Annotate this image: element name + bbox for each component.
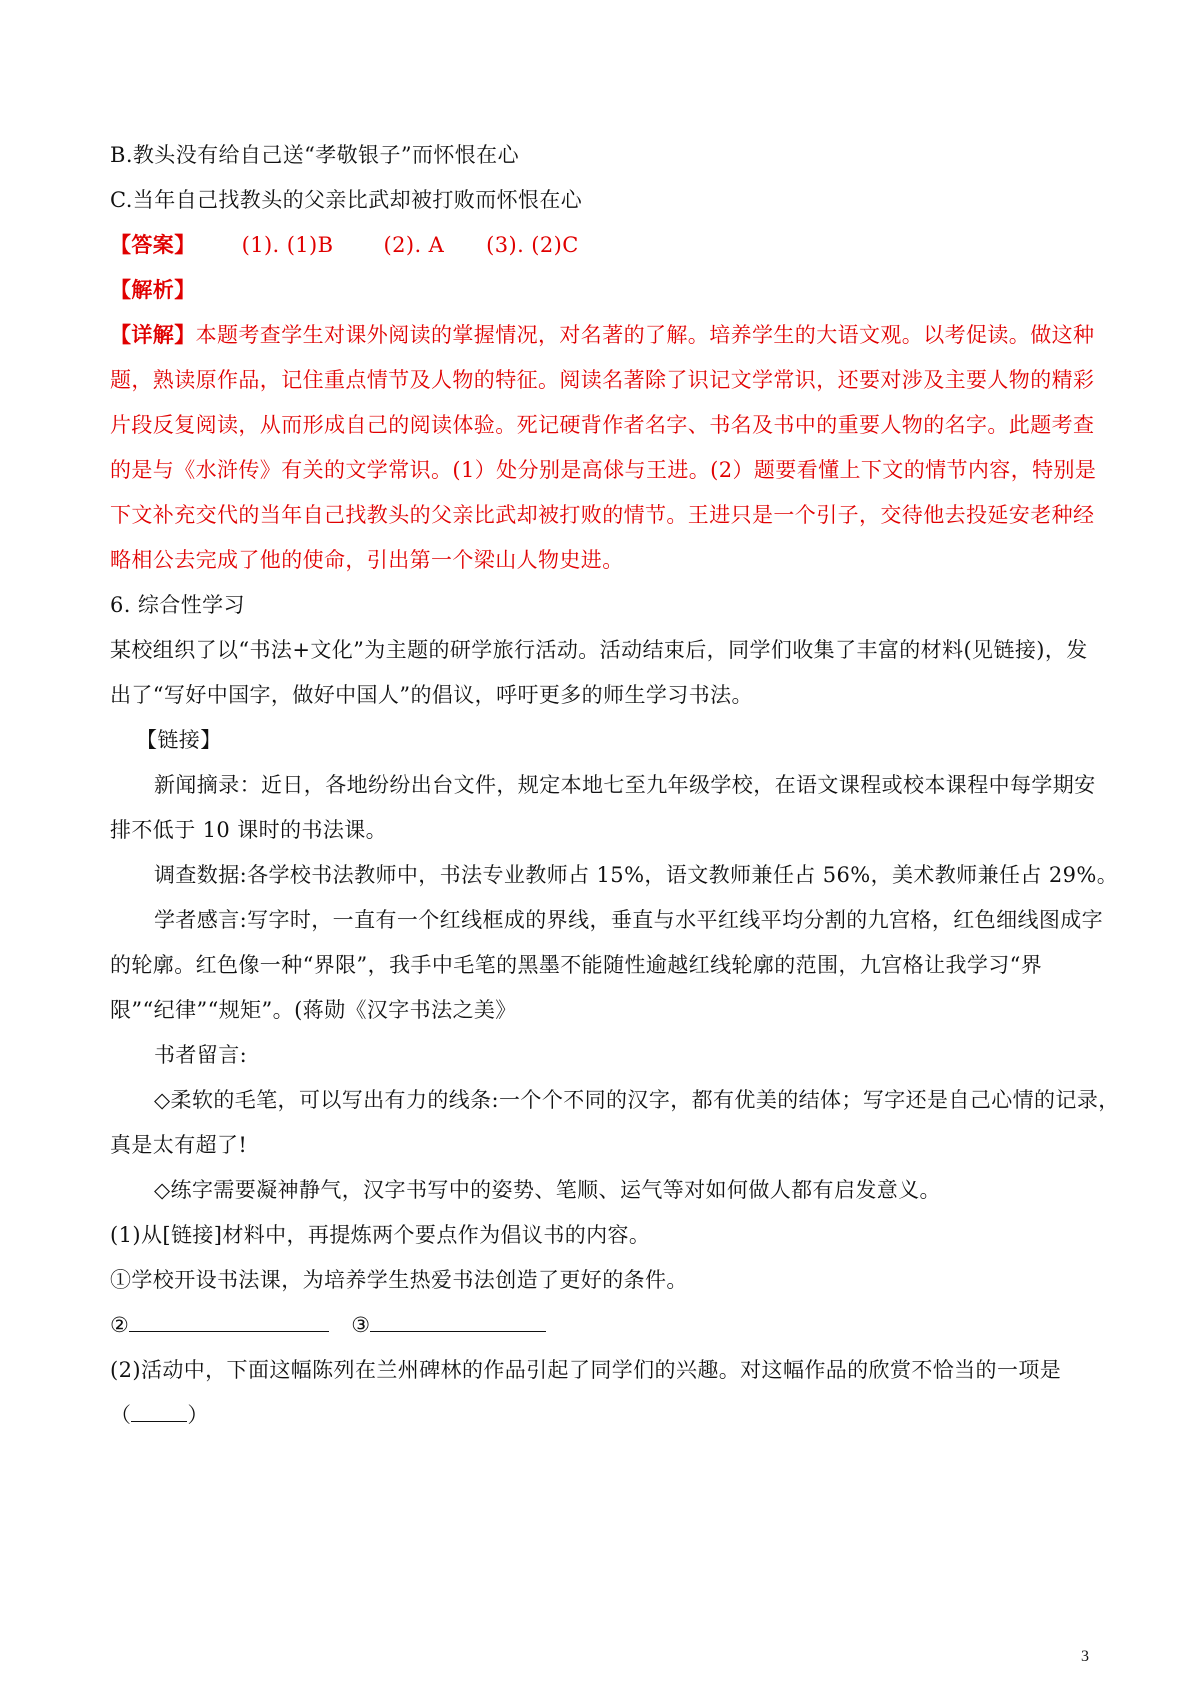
intro-line-2: 出了“写好中国字，做好中国人”的倡议，呼吁更多的师生学习书法。: [110, 683, 753, 707]
sub-question-1: (1)从[链接]材料中，再提炼两个要点作为倡议书的内容。: [110, 1223, 651, 1247]
scholar-line-1: 学者感言:写字时，一直有一个红线框成的界线，垂直与水平红线平均分割的九宫格，红色细线图成字: [154, 908, 1104, 932]
analysis-tag: 【解析】: [110, 277, 196, 302]
writer-2-line: ◇练字需要凝神静气，汉字书写中的姿势、笔顺、运气等对如何做人都有启发意义。: [154, 1178, 941, 1202]
sub-question-2-choice-line: [110, 1401, 209, 1429]
scholar-line-2: 的轮廓。红色像一种“界限”，我手中毛笔的黑墨不能随性逾越红线轮廓的范围，九宫格让我学习“界: [110, 953, 1043, 977]
answer-tag: 【答案】: [110, 232, 196, 257]
paren-open: （: [110, 1403, 132, 1427]
blank-answer-line: [110, 1311, 546, 1339]
option-b: B.教头没有给自己送“孝敬银子”而怀恨在心: [110, 143, 519, 167]
sub-question-1-point-1: ①学校开设书法课，为培养学生热爱书法创造了更好的条件。: [110, 1268, 688, 1292]
detail-tag: 【详解】: [110, 322, 196, 347]
writer-1-line-2: 真是太有超了!: [110, 1133, 248, 1157]
writer-1-line-1: ◇柔软的毛笔，可以写出有力的线条:一个个不同的汉字，都有优美的结体；写字还是自己心情的记录，: [154, 1088, 1120, 1112]
sub-question-2: (2)活动中，下面这幅陈列在兰州碑林的作品引起了同学们的兴趣。对这幅作品的欣赏不恰当的一项是: [110, 1358, 1062, 1382]
option-c: C.当年自己找教头的父亲比武却被打败而怀恨在心: [110, 188, 583, 212]
page-number: 3: [1081, 1648, 1089, 1665]
choice-blank-field[interactable]: [131, 1401, 187, 1422]
intro-line-1: 某校组织了以“书法+文化”为主题的研学旅行活动。活动结束后，同学们收集了丰富的材料(见链接)，发: [110, 638, 1088, 662]
detail-line-4: 的是与《水浒传》有关的文学常识。(1）处分别是高俅与王进。(2）题要看懂上下文的情节内容，特别是: [110, 458, 1097, 482]
detail-line-1: [110, 321, 1094, 349]
detail-line-3: 片段反复阅读，从而形成自己的阅读体验。死记硬背作者名字、书名及书中的重要人物的名字。此题考查: [110, 413, 1095, 437]
blank-3-mark: ③: [351, 1313, 371, 1337]
answer-3: (3). (2)C: [486, 233, 579, 257]
question-6-title: 6. 综合性学习: [110, 593, 245, 617]
blank-2-mark: ②: [110, 1313, 130, 1337]
scholar-line-3: 限”“纪律”“规矩”。(蒋勋《汉字书法之美》: [110, 998, 517, 1022]
survey-line: 调查数据:各学校书法教师中，书法专业教师占 15%，语文教师兼任占 56%，美术教师兼任占 29%。: [154, 863, 1119, 887]
detail-text-1: 本题考查学生对课外阅读的掌握情况，对名著的了解。培养学生的大语文观。以考促读。做这种: [195, 323, 1095, 347]
blank-2-field[interactable]: [129, 1311, 329, 1332]
blank-3-field[interactable]: [370, 1311, 546, 1332]
answer-1: (1). (1)B: [241, 233, 334, 257]
paren-close: ）: [187, 1403, 209, 1427]
detail-line-5: 下文补充交代的当年自己找教头的父亲比武却被打败的情节。王进只是一个引子，交待他去投延安老种经: [110, 503, 1095, 527]
link-tag: 【链接】: [136, 728, 222, 752]
news-line-2: 排不低于 10 课时的书法课。: [110, 818, 388, 842]
news-line-1: 新闻摘录：近日，各地纷纷出台文件，规定本地七至九年级学校，在语文课程或校本课程中每学期安: [154, 773, 1096, 797]
detail-line-6: 略相公去完成了他的使命，引出第一个梁山人物史进。: [110, 548, 624, 572]
detail-line-2: 题，熟读原作品，记住重点情节及人物的特征。阅读名著除了识记文学常识，还要对涉及主要人物的精彩: [110, 368, 1095, 392]
writer-tag: 书者留言:: [154, 1043, 248, 1067]
answer-line: [110, 231, 579, 259]
answer-2: (2). A: [383, 233, 445, 257]
